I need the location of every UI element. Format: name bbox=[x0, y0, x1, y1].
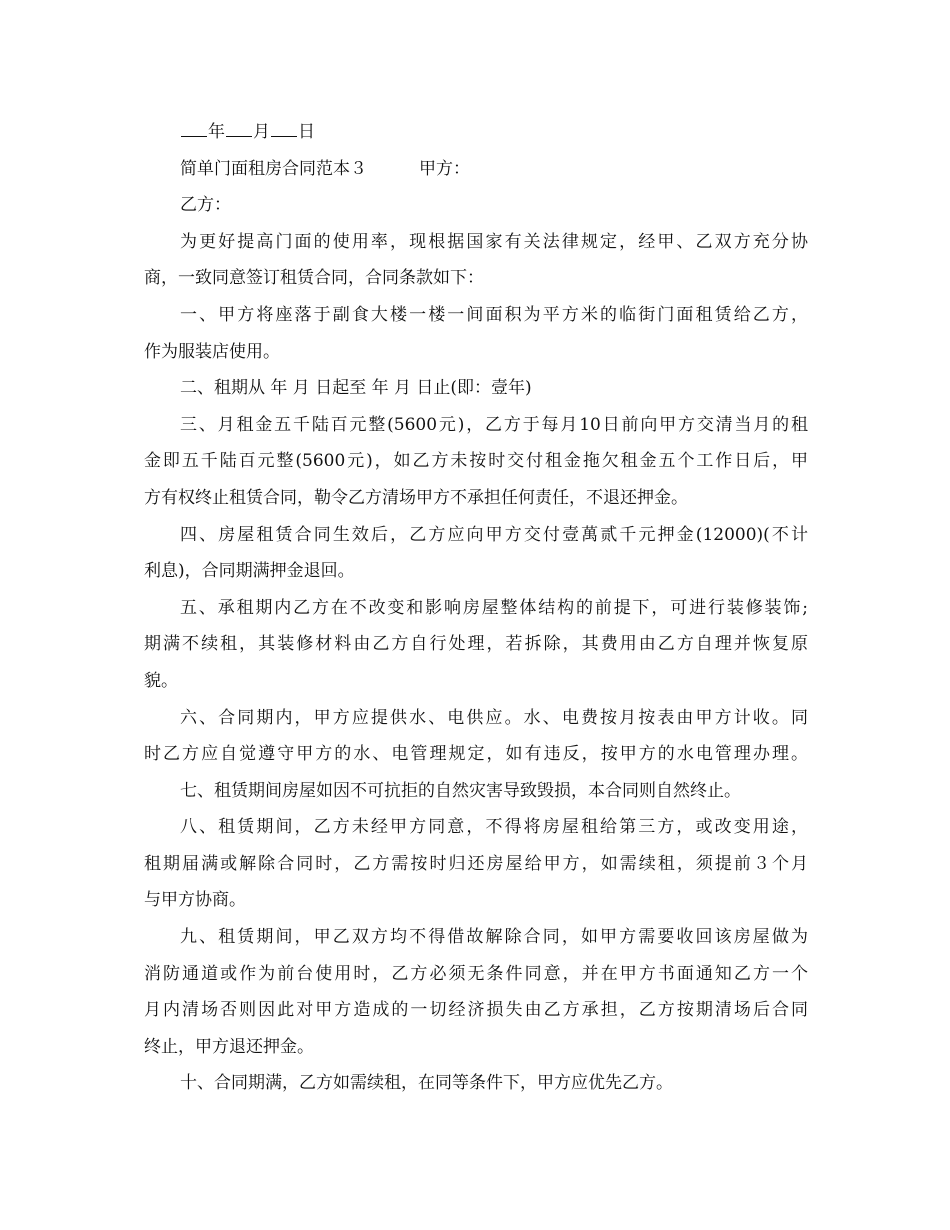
text-line: 月内清场否则因此对甲方造成的一切经济损失由乙方承担，乙方按期清场后合同 bbox=[144, 1000, 808, 1021]
month-blank bbox=[226, 116, 252, 137]
text-line: 消防通道或作为前台使用时，乙方必须无条件同意，并在甲方书面通知乙方一个 bbox=[144, 963, 808, 984]
party-a-label: 甲方： bbox=[419, 158, 470, 179]
date-line bbox=[144, 114, 808, 151]
text-line: 期满不续租，其装修材料由乙方自行处理，若拆除，其费用由乙方自理并恢复原 bbox=[144, 634, 808, 655]
text-line: 二、租期从 年 月 日起至 年 月 日止(即：壹年) bbox=[180, 378, 532, 399]
text-line: 利息)，合同期满押金退回。 bbox=[144, 561, 355, 582]
text-line: 租期届满或解除合同时，乙方需按时归还房屋给甲方，如需续租，须提前３个月 bbox=[144, 853, 808, 874]
text-line: 三、月租金五千陆百元整(5600元)，乙方于每月10日前向甲方交清当月的租 bbox=[180, 414, 808, 435]
text-line: 终止，甲方退还押金。 bbox=[144, 1036, 314, 1057]
text-line: 十、合同期满，乙方如需续租，在同等条件下，甲方应优先乙方。 bbox=[180, 1073, 673, 1094]
text-line: 八、租赁期间，乙方未经甲方同意，不得将房屋租给第三方，或改变用途， bbox=[180, 817, 808, 838]
text-line: 七、租赁期间房屋如因不可抗拒的自然灾害导致毁损，本合同则自然终止。 bbox=[180, 780, 741, 801]
year-blank bbox=[181, 116, 207, 137]
text-line: 时乙方应自觉遵守甲方的水、电管理规定，如有违反，按甲方的水电管理办理。 bbox=[144, 744, 808, 765]
text-line: 方有权终止租赁合同，勒令乙方清场甲方不承担任何责任，不退还押金。 bbox=[144, 487, 688, 508]
text-line: 为更好提高门面的使用率，现根据国家有关法律规定，经甲、乙双方充分协 bbox=[180, 231, 808, 252]
day-blank bbox=[271, 116, 297, 137]
text-line: 四、房屋租赁合同生效后，乙方应向甲方交付壹萬贰千元押金(12000)(不计 bbox=[180, 524, 808, 545]
text-line: 与甲方协商。 bbox=[144, 890, 246, 911]
text-line: 金即五千陆百元整(5600元)，如乙方未按时交付租金拖欠租金五个工作日后，甲 bbox=[144, 451, 808, 472]
text-line: 作为服装店使用。 bbox=[144, 341, 280, 362]
text-line: 商，一致同意签订租赁合同，合同条款如下： bbox=[144, 268, 484, 289]
heading-line bbox=[144, 151, 808, 188]
year-label: 年 bbox=[208, 122, 225, 142]
text-line: 一、甲方将座落于副食大楼一楼一间面积为平方米的临街门面租赁给乙方， bbox=[180, 304, 808, 325]
party-b-label: 乙方： bbox=[180, 195, 231, 216]
month-label: 月 bbox=[253, 122, 270, 142]
day-label: 日 bbox=[298, 122, 315, 142]
contract-body bbox=[144, 114, 808, 1102]
contract-title: 简单门面租房合同范本３ bbox=[180, 158, 367, 179]
clause-lines bbox=[144, 224, 808, 1102]
text-line: 五、承租期内乙方在不改变和影响房屋整体结构的前提下，可进行装修装饰; bbox=[180, 597, 808, 618]
text-line: 九、租赁期间，甲乙双方均不得借故解除合同，如甲方需要收回该房屋做为 bbox=[180, 927, 808, 948]
text-line: 六、合同期内，甲方应提供水、电供应。水、电费按月按表由甲方计收。同 bbox=[180, 707, 808, 728]
text-line: 貌。 bbox=[144, 670, 178, 691]
